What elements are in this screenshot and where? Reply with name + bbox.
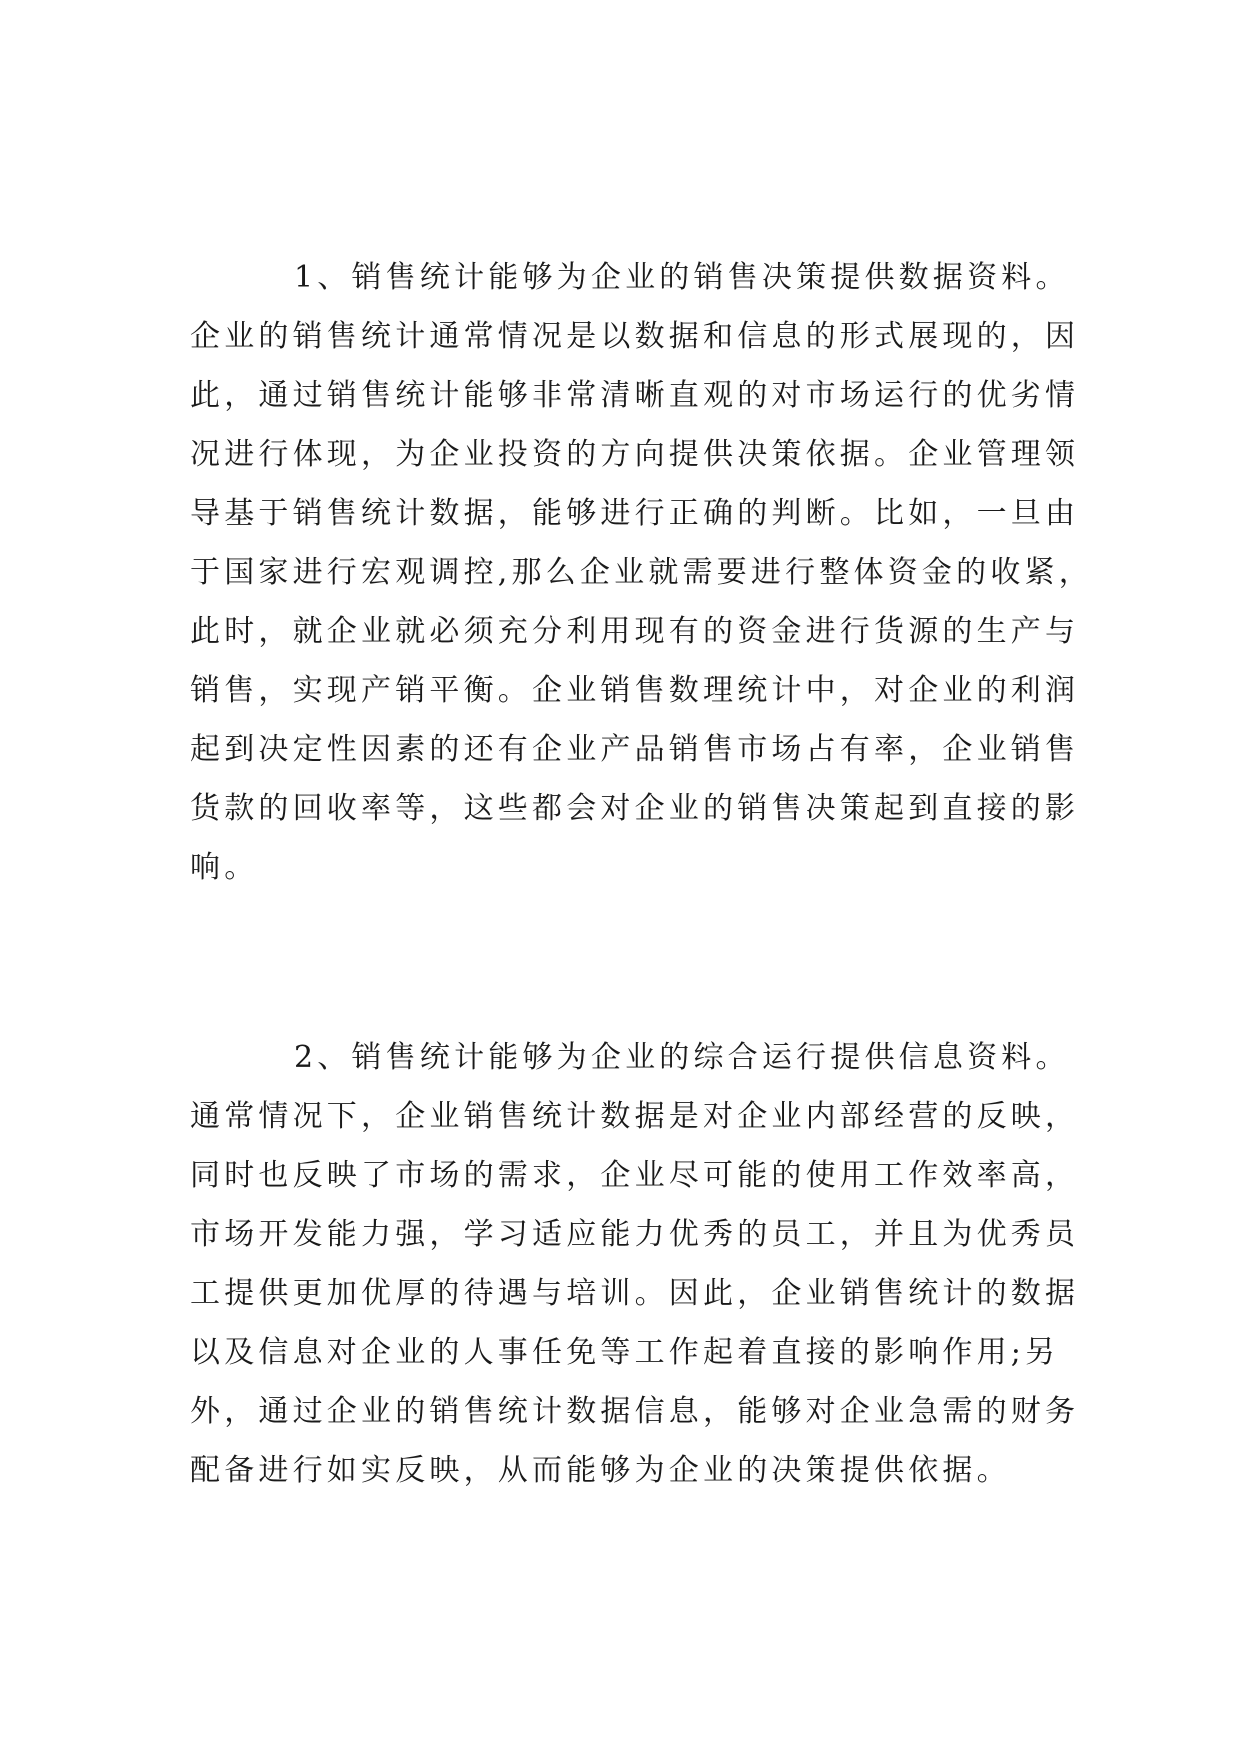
paragraph-1-line-11: 响。	[190, 850, 259, 885]
paragraph-1-line-5: 导基于销售统计数据，能够进行正确的判断。比如，一旦由	[190, 496, 1080, 531]
paragraph-2-line-6: 以及信息对企业的人事任免等工作起着直接的影响作用;另	[190, 1335, 1060, 1370]
paragraph-2	[190, 1028, 1080, 1500]
paragraph-1-line-9: 起到决定性因素的还有企业产品销售市场占有率，企业销售	[190, 732, 1080, 767]
paragraph-2-line-8: 配备进行如实反映，从而能够为企业的决策提供依据。	[190, 1453, 1011, 1488]
paragraph-2-line-2: 通常情况下，企业销售统计数据是对企业内部经营的反映，	[190, 1099, 1080, 1134]
paragraph-2-line-3: 同时也反映了市场的需求，企业尽可能的使用工作效率高，	[190, 1158, 1080, 1193]
paragraph-1-line-1: 1、销售统计能够为企业的销售决策提供数据资料。	[294, 260, 1070, 295]
paragraph-1-line-2: 企业的销售统计通常情况是以数据和信息的形式展现的，因	[190, 319, 1080, 354]
paragraph-1-line-8: 销售，实现产销平衡。企业销售数理统计中，对企业的利润	[190, 673, 1080, 708]
paragraph-2-line-5: 工提供更加优厚的待遇与培训。因此，企业销售统计的数据	[190, 1276, 1080, 1311]
paragraph-1-line-6: 于国家进行宏观调控,那么企业就需要进行整体资金的收紧，	[190, 555, 1093, 590]
paragraph-2-line-4: 市场开发能力强，学习适应能力优秀的员工，并且为优秀员	[190, 1217, 1080, 1252]
paragraph-1-line-4: 况进行体现，为企业投资的方向提供决策依据。企业管理领	[190, 437, 1080, 472]
paragraph-1-line-3: 此，通过销售统计能够非常清晰直观的对市场运行的优劣情	[190, 378, 1080, 413]
paragraph-1	[190, 248, 1093, 897]
paragraph-2-line-7: 外，通过企业的销售统计数据信息，能够对企业急需的财务	[190, 1394, 1080, 1429]
paragraph-2-line-1: 2、销售统计能够为企业的综合运行提供信息资料。	[294, 1040, 1070, 1075]
paragraph-1-line-10: 货款的回收率等，这些都会对企业的销售决策起到直接的影	[190, 791, 1080, 826]
paragraph-1-line-7: 此时，就企业就必须充分利用现有的资金进行货源的生产与	[190, 614, 1080, 649]
